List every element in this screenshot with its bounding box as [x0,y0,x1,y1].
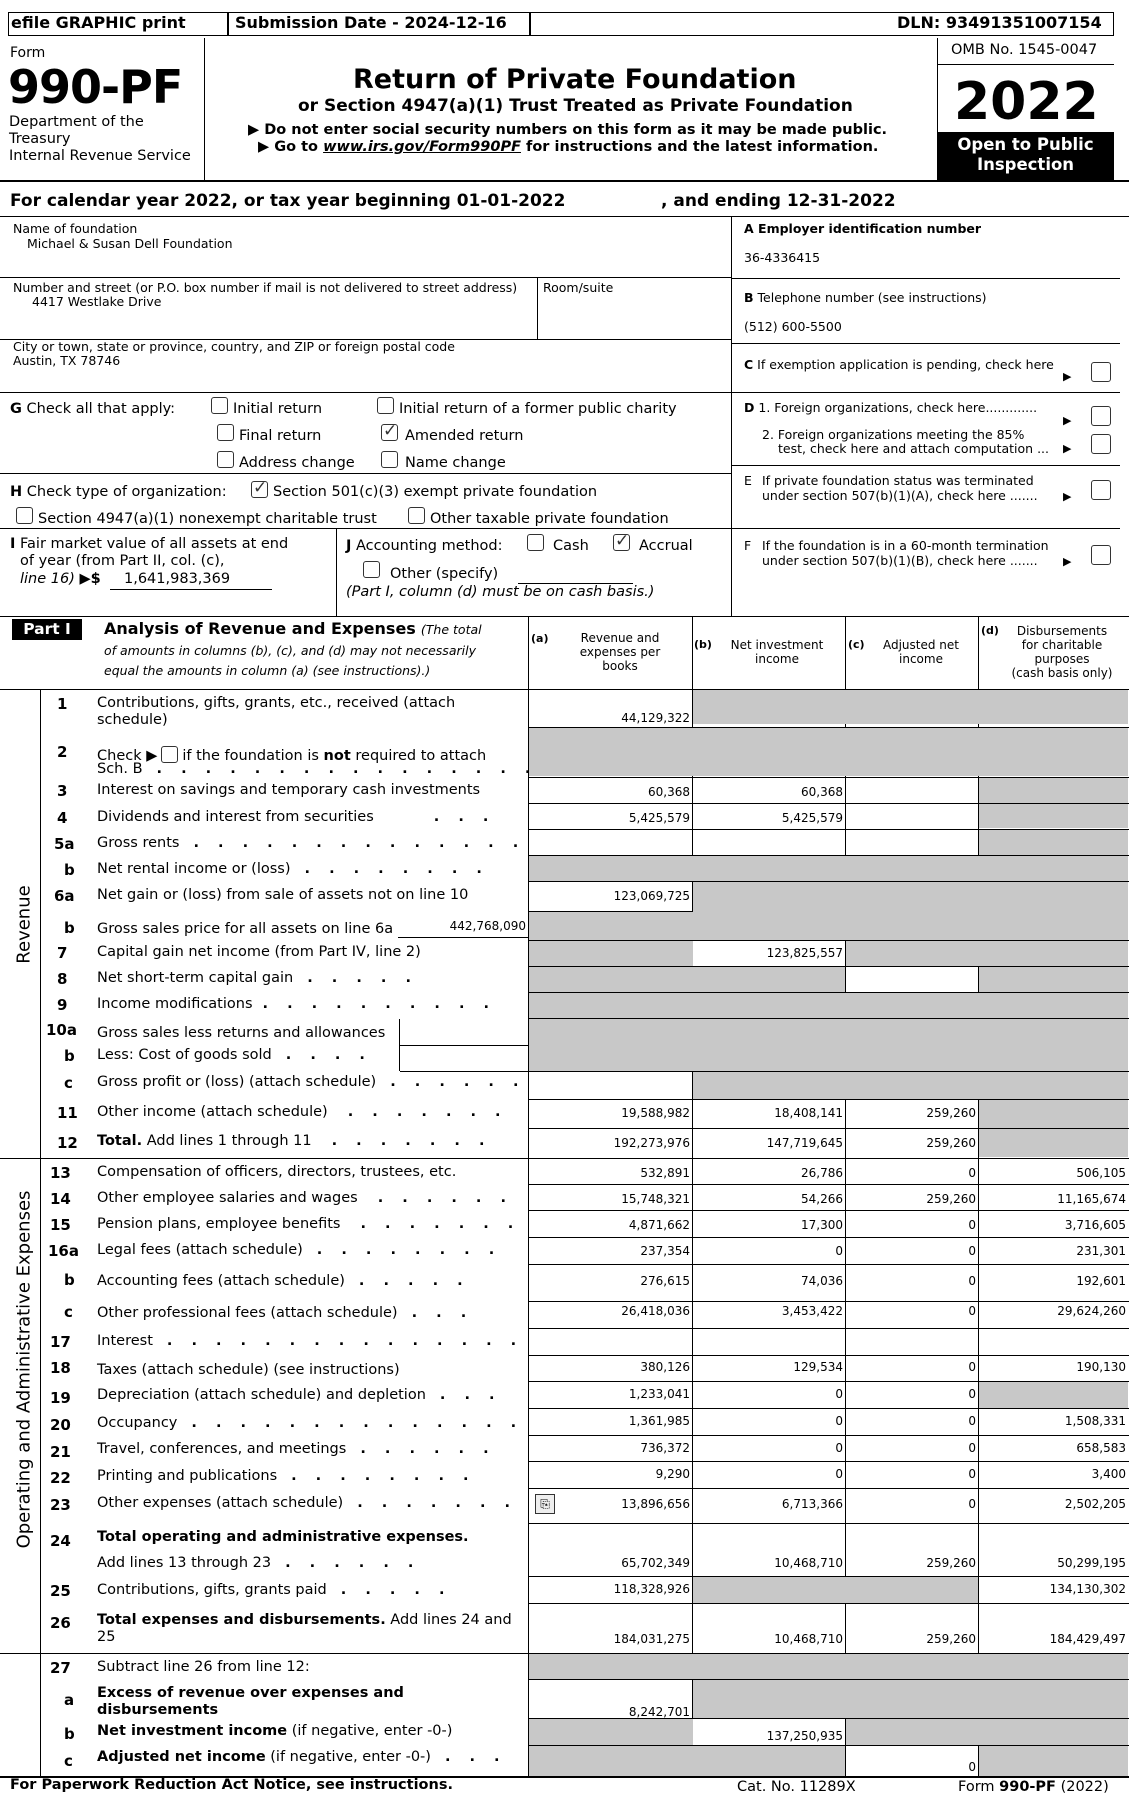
line-11-col-a: 19,588,982 [621,1106,690,1120]
line-22-text: Printing and publications . . . . . . . . [97,1468,476,1484]
line-number: 3 [57,782,68,800]
arrow-icon: ▶ [1063,490,1072,503]
line-6a-text: Net gain or (loss) from sale of assets not on line 10 [97,887,469,903]
line-25-col-a: 118,328,926 [613,1582,690,1596]
line-13-col-b: 26,786 [801,1166,843,1180]
line-24-col-d: 50,299,195 [1057,1556,1126,1570]
initial-return-checkbox[interactable] [211,397,228,414]
shade [529,1019,1128,1071]
line-19-col-b: 0 [835,1387,843,1401]
line-number: 10a [46,1021,77,1039]
col-d-tag: (d) [981,624,999,637]
line-number: 25 [50,1582,71,1600]
tax-year: 2022 [954,72,1099,132]
line-number: 11 [57,1104,78,1122]
line-24-col-a: 65,702,349 [621,1556,690,1570]
amended-return-checkbox[interactable] [381,424,398,441]
e-text-1: If private foundation status was terminated [762,473,1034,488]
name-change-checkbox[interactable] [381,451,398,468]
foundation-name-label: Name of foundation [13,221,138,236]
foreign-85-label-1: 2. Foreign organizations meeting the 85% [762,427,1025,442]
line-26-text-2: 25 [97,1629,116,1645]
e-checkbox[interactable] [1091,480,1111,500]
line-number: b [64,1271,75,1289]
line-27c-col-c: 0 [968,1760,976,1774]
section-501c3-checkbox[interactable] [251,481,268,498]
line-16c-col-d: 29,624,260 [1057,1304,1126,1318]
name-change-label: Name change [405,455,506,471]
line-number: 1 [57,695,68,713]
line-26-text: Total expenses and disbursements. Add lines 24 and [97,1612,512,1628]
line-22-col-d: 3,400 [1091,1467,1126,1481]
line-16b-col-d: 192,601 [1076,1274,1126,1288]
calendar-year-end: , and ending 12-31-2022 [661,191,896,211]
line-number: 24 [50,1532,71,1550]
line-16c-col-a: 26,418,036 [621,1304,690,1318]
line-6b-value: 442,768,090 [449,919,526,933]
shade [529,967,845,992]
line-number: 16a [48,1242,79,1260]
part-i-badge: Part I [12,619,82,640]
line-20-col-b: 0 [835,1414,843,1428]
line-number: b [64,919,75,937]
line-23-text: Other expenses (attach schedule) . . . . . . . [97,1495,518,1511]
shade [979,830,1128,855]
col-d-header: Disbursements for charitable purposes (cash basis only) [1011,624,1113,680]
shade [529,941,693,966]
form-word: Form [10,45,46,61]
i-label-1: I Fair market value of all assets at end [10,536,289,552]
shade [979,967,1128,992]
line-21-col-d: 658,583 [1076,1441,1126,1455]
initial-return-former-checkbox[interactable] [377,397,394,414]
line-21-col-b: 0 [835,1441,843,1455]
line-18-col-a: 380,126 [640,1360,690,1374]
other-method-label: Other (specify) [390,566,499,582]
foreign-org-label: D 1. Foreign organizations, check here............. [744,400,1038,415]
arrow-icon: ▶ [1063,370,1072,383]
foreign-org-checkbox[interactable] [1091,406,1111,426]
line-14-col-d: 11,165,674 [1057,1192,1126,1206]
f-text-1: If the foundation is in a 60-month termination [762,538,1049,553]
line-23-col-a: 13,896,656 [621,1497,690,1511]
line-number: 26 [50,1614,71,1632]
line-17-text: Interest . . . . . . . . . . . . . . . [97,1333,524,1349]
initial-return-label: Initial return [233,401,323,417]
shade [693,690,1128,724]
section-4947-label: Section 4947(a)(1) nonexempt charitable trust [38,511,377,527]
form-title: Return of Private Foundation [353,64,797,95]
department-line-3: Internal Revenue Service [9,148,191,164]
line-10b-text: Less: Cost of goods sold . . . . [97,1047,372,1063]
line-number: c [64,1074,73,1092]
accounting-method-label: J Accounting method: [346,538,503,554]
shade [529,993,1128,1018]
line-1-text-2: schedule) [97,712,168,728]
line-18-col-d: 190,130 [1076,1360,1126,1374]
line-10a-text: Gross sales less returns and allowances [97,1025,386,1041]
line-12-col-b: 147,719,645 [766,1136,843,1150]
line-20-col-d: 1,508,331 [1064,1414,1126,1428]
cash-checkbox[interactable] [527,534,544,551]
col-a-tag: (a) [531,632,549,645]
part-i-desc-3: equal the amounts in column (a) (see instructions).) [104,663,431,678]
line-4-text: Dividends and interest from securities . . . [97,809,496,825]
line-25-text: Contributions, gifts, grants paid . . . . . [97,1582,452,1598]
line-number: 5a [54,835,75,853]
shade [846,1719,1128,1745]
revenue-side-label: Revenue [13,885,35,964]
line-16a-col-b: 0 [835,1244,843,1258]
e-label: E [744,473,752,488]
other-taxable-checkbox[interactable] [408,507,425,524]
line-22-col-a: 9,290 [655,1467,690,1481]
fair-market-value: 1,641,983,369 [124,571,231,587]
arrow-icon: ▶ [1063,442,1072,455]
shade [529,1654,1128,1679]
line-16a-col-a: 237,354 [640,1244,690,1258]
col-a-header: Revenue and expenses per books [579,631,661,673]
line-1-text: Contributions, gifts, grants, etc., received (attach [97,695,456,711]
section-501c3-label: Section 501(c)(3) exempt private foundation [273,484,598,500]
line-13-text: Compensation of officers, directors, trustees, etc. [97,1164,457,1180]
f-text-2: under section 507(b)(1)(B), check here ....... [762,553,1038,568]
dln: DLN: 93491351007154 [897,13,1102,32]
line-number: 27 [50,1659,71,1677]
line-number: 9 [57,996,68,1014]
final-return-label: Final return [239,428,322,444]
line-number: 13 [50,1164,71,1182]
line-18-text: Taxes (attach schedule) (see instructions) [97,1362,400,1378]
line-15-text: Pension plans, employee benefits . . . . . . . [97,1216,521,1232]
shade [693,1577,978,1603]
line-1-col-a: 44,129,322 [621,711,690,725]
open-to-public-badge: Open to Public Inspection [937,132,1114,180]
exemption-pending-label: C If exemption application is pending, check here [744,357,1054,372]
line-27b-col-b: 137,250,935 [766,1729,843,1743]
h-label: H Check type of organization: [10,484,227,500]
line-24-text-2: Add lines 13 through 23 . . . . . . [97,1555,421,1571]
line-19-text: Depreciation (attach schedule) and depletion . . . [97,1387,502,1403]
i-label-2: of year (from Part II, col. (c), [20,553,225,569]
shade [529,1746,845,1776]
line-16b-col-c: 0 [968,1274,976,1288]
line-14-col-a: 15,748,321 [621,1192,690,1206]
shade [979,1382,1128,1408]
line-19-col-c: 0 [968,1387,976,1401]
line-13-col-d: 506,105 [1076,1166,1126,1180]
instruction-ssn: ▶ Do not enter social security numbers on this form as it may be made public. [248,122,888,138]
section-4947-checkbox[interactable] [16,507,33,524]
line-number: b [64,1725,75,1743]
line-number: a [64,1691,75,1709]
other-method-checkbox[interactable] [363,561,380,578]
line-11-col-b: 18,408,141 [774,1106,843,1120]
line-15-col-a: 4,871,662 [628,1218,690,1232]
line-number: 4 [57,809,68,827]
cash-basis-note: (Part I, column (d) must be on cash basis.) [346,584,655,600]
shade [529,1719,693,1745]
line-number: 6a [54,887,75,905]
line-number: 21 [50,1443,71,1461]
line-20-col-c: 0 [968,1414,976,1428]
line-23-col-d: 2,502,205 [1064,1497,1126,1511]
line-16a-col-d: 231,301 [1076,1244,1126,1258]
shade [529,856,1128,881]
cash-label: Cash [553,538,589,554]
accrual-label: Accrual [639,538,693,554]
line-21-col-c: 0 [968,1441,976,1455]
line-12-col-c: 259,260 [926,1136,976,1150]
expenses-side-label: Operating and Administrative Expenses [13,1190,35,1549]
arrow-icon: ▶ [1063,414,1072,427]
line-3-col-b: 60,368 [801,785,843,799]
line-number: 15 [50,1216,71,1234]
line-27-text: Subtract line 26 from line 12: [97,1659,310,1675]
line-number: b [64,1047,75,1065]
line-3-col-a: 60,368 [648,785,690,799]
line-14-text: Other employee salaries and wages . . . . . . [97,1190,513,1206]
initial-return-former-label: Initial return of a former public charity [399,401,677,417]
e-text-2: under section 507(b)(1)(A), check here ....... [762,488,1038,503]
line-7-text: Capital gain net income (from Part IV, line 2) [97,944,421,960]
line-5a-text: Gross rents . . . . . . . . . . . . . . [97,835,526,851]
line-number: b [64,861,75,879]
department-line-1: Department of the [9,114,144,130]
line-23-col-b: 6,713,366 [781,1497,843,1511]
line-number: c [64,1303,73,1321]
f-checkbox[interactable] [1091,545,1111,565]
part-i-desc-2: of amounts in columns (b), (c), and (d) may not necessarily [104,643,476,658]
line-number: 8 [57,970,68,988]
line-16c-text: Other professional fees (attach schedule) . . . [97,1305,474,1321]
line-number: 20 [50,1416,71,1434]
line-27c-text: Adjusted net income (if negative, enter -0-) . . . [97,1749,507,1765]
line-15-col-b: 17,300 [801,1218,843,1232]
street-address: 4417 Westlake Drive [32,294,162,309]
foundation-name: Michael & Susan Dell Foundation [27,236,233,251]
shade [979,1746,1128,1776]
form-number: 990-PF [8,60,183,114]
other-taxable-label: Other taxable private foundation [430,511,669,527]
line-13-col-a: 532,891 [640,1166,690,1180]
instruction-website: ▶ Go to www.irs.gov/Form990PF for instructions and the latest information. [258,139,879,155]
shade [693,1072,1128,1099]
line-number: c [64,1752,73,1770]
submission-date: Submission Date - 2024-12-16 [235,13,507,32]
foreign-85-label-2: test, check here and attach computation ... [778,441,1049,456]
line-11-text: Other income (attach schedule) . . . . . . . [97,1104,508,1120]
f-label: F [744,538,752,553]
department-line-2: Treasury [9,131,71,147]
line-2-text: Check ▶ if the foundation is not required to attach [97,748,487,764]
shade [529,912,693,940]
i-label-3: line 16) ▶$ [20,571,101,587]
city-value: Austin, TX 78746 [13,353,121,368]
shade [529,728,1128,776]
line-number: 19 [50,1389,71,1407]
line-20-col-a: 1,361,985 [628,1414,690,1428]
omb-number: OMB No. 1545-0047 [951,42,1098,58]
line-15-col-d: 3,716,605 [1064,1218,1126,1232]
line-16a-text: Legal fees (attach schedule) . . . . . . . . [97,1242,502,1258]
line-14-col-c: 259,260 [926,1192,976,1206]
part-i-title: Analysis of Revenue and Expenses (The total [104,619,482,638]
line-6b-text: Gross sales price for all assets on line 6a [97,921,394,937]
line-number: 18 [50,1359,71,1377]
final-return-checkbox[interactable] [217,424,234,441]
line-21-text: Travel, conferences, and meetings . . . . . . [97,1441,496,1457]
line-22-col-c: 0 [968,1467,976,1481]
line-6a-col-a: 123,069,725 [613,889,690,903]
foreign-85-checkbox[interactable] [1091,434,1111,454]
efile-label: efile GRAPHIC print [11,13,186,32]
line-number: 23 [50,1496,71,1514]
form-subtitle: or Section 4947(a)(1) Trust Treated as Private Foundation [298,96,853,116]
col-b-header: Net investment income [730,638,824,666]
line-number: 17 [50,1333,71,1351]
line-14-col-b: 54,266 [801,1192,843,1206]
line-25-col-d: 134,130,302 [1049,1582,1126,1596]
exemption-pending-checkbox[interactable] [1091,362,1111,382]
shade [846,941,1128,966]
line-10c-text: Gross profit or (loss) (attach schedule) . . . . . . [97,1074,526,1090]
paperwork-notice: For Paperwork Reduction Act Notice, see instructions. [10,1777,453,1793]
line-24-text: Total operating and administrative expenses. [97,1529,469,1545]
line-26-col-c: 259,260 [926,1632,976,1646]
col-c-header: Adjusted net income [882,638,960,666]
line-16a-col-c: 0 [968,1244,976,1258]
col-b-tag: (b) [694,638,712,651]
accrual-checkbox[interactable] [613,534,630,551]
line-26-col-b: 10,468,710 [774,1632,843,1646]
ein-value: 36-4336415 [744,250,821,265]
line-21-col-a: 736,372 [640,1441,690,1455]
line-22-col-b: 0 [835,1467,843,1481]
street-label: Number and street (or P.O. box number if mail is not delivered to street address) [13,280,518,295]
attachment-icon[interactable]: ⎘ [535,1494,555,1514]
line-27b-text: Net investment income (if negative, enter -0-) [97,1723,453,1739]
line-7-col-b: 123,825,557 [766,946,843,960]
line-4-col-a: 5,425,579 [628,811,690,825]
irs-website-link[interactable]: www.irs.gov/Form990PF [323,139,521,155]
line-number: 7 [57,944,68,962]
col-c-tag: (c) [848,638,865,651]
line-number: 12 [57,1134,78,1152]
line-9-text: Income modifications . . . . . . . . . . [97,996,497,1012]
line-16b-col-b: 74,036 [801,1274,843,1288]
line-27a-col-a: 8,242,701 [628,1705,690,1719]
line-16c-col-b: 3,453,422 [781,1304,843,1318]
line-19-col-a: 1,233,041 [628,1387,690,1401]
line-12-text: Total. Add lines 1 through 11 . . . . . . . [97,1133,492,1149]
line-number: 22 [50,1469,71,1487]
line-18-col-b: 129,534 [793,1360,843,1374]
arrow-icon: ▶ [1063,555,1072,568]
room-suite-label: Room/suite [543,280,614,295]
g-label: G Check all that apply: [10,401,176,417]
address-change-label: Address change [239,455,355,471]
line-12-col-a: 192,273,976 [613,1136,690,1150]
line-24-col-b: 10,468,710 [774,1556,843,1570]
line-13-col-c: 0 [968,1166,976,1180]
line-11-col-c: 259,260 [926,1106,976,1120]
line-8-text: Net short-term capital gain . . . . . [97,970,418,986]
line-26-col-d: 184,429,497 [1049,1632,1126,1646]
line-16b-text: Accounting fees (attach schedule) . . . . . [97,1273,470,1289]
line-4-col-b: 5,425,579 [781,811,843,825]
line-24-col-c: 259,260 [926,1556,976,1570]
telephone-label: B Telephone number (see instructions) [744,290,987,305]
line-5b-text: Net rental income or (loss) . . . . . . . . [97,861,489,877]
ein-label: A Employer identification number [744,221,982,236]
shade [693,1680,1128,1718]
shade [693,882,1128,940]
calendar-year-begin: For calendar year 2022, or tax year beginning 01-01-2022 [10,191,566,211]
catalog-number: Cat. No. 11289X [737,1779,856,1795]
line-2-text-2: Sch. B . . . . . . . . . . . . . . . . [97,761,538,777]
line-18-col-c: 0 [968,1360,976,1374]
line-27a-text-2: disbursements [97,1702,219,1718]
line-26-col-a: 184,031,275 [613,1632,690,1646]
line-number: 2 [57,743,68,761]
line-number: 14 [50,1190,71,1208]
address-change-checkbox[interactable] [217,451,234,468]
city-label: City or town, state or province, country, and ZIP or foreign postal code [13,339,455,354]
line-23-col-c: 0 [968,1497,976,1511]
footer-form-id: Form 990-PF (2022) [958,1779,1109,1795]
line-16c-col-c: 0 [968,1304,976,1318]
telephone-value: (512) 600-5500 [744,319,842,334]
line-27a-text: Excess of revenue over expenses and [97,1685,404,1701]
line-20-text: Occupancy . . . . . . . . . . . . . . [97,1415,524,1431]
line-16b-col-a: 276,615 [640,1274,690,1288]
line-3-text: Interest on savings and temporary cash investments [97,782,481,798]
amended-return-label: Amended return [405,428,524,444]
line-15-col-c: 0 [968,1218,976,1232]
